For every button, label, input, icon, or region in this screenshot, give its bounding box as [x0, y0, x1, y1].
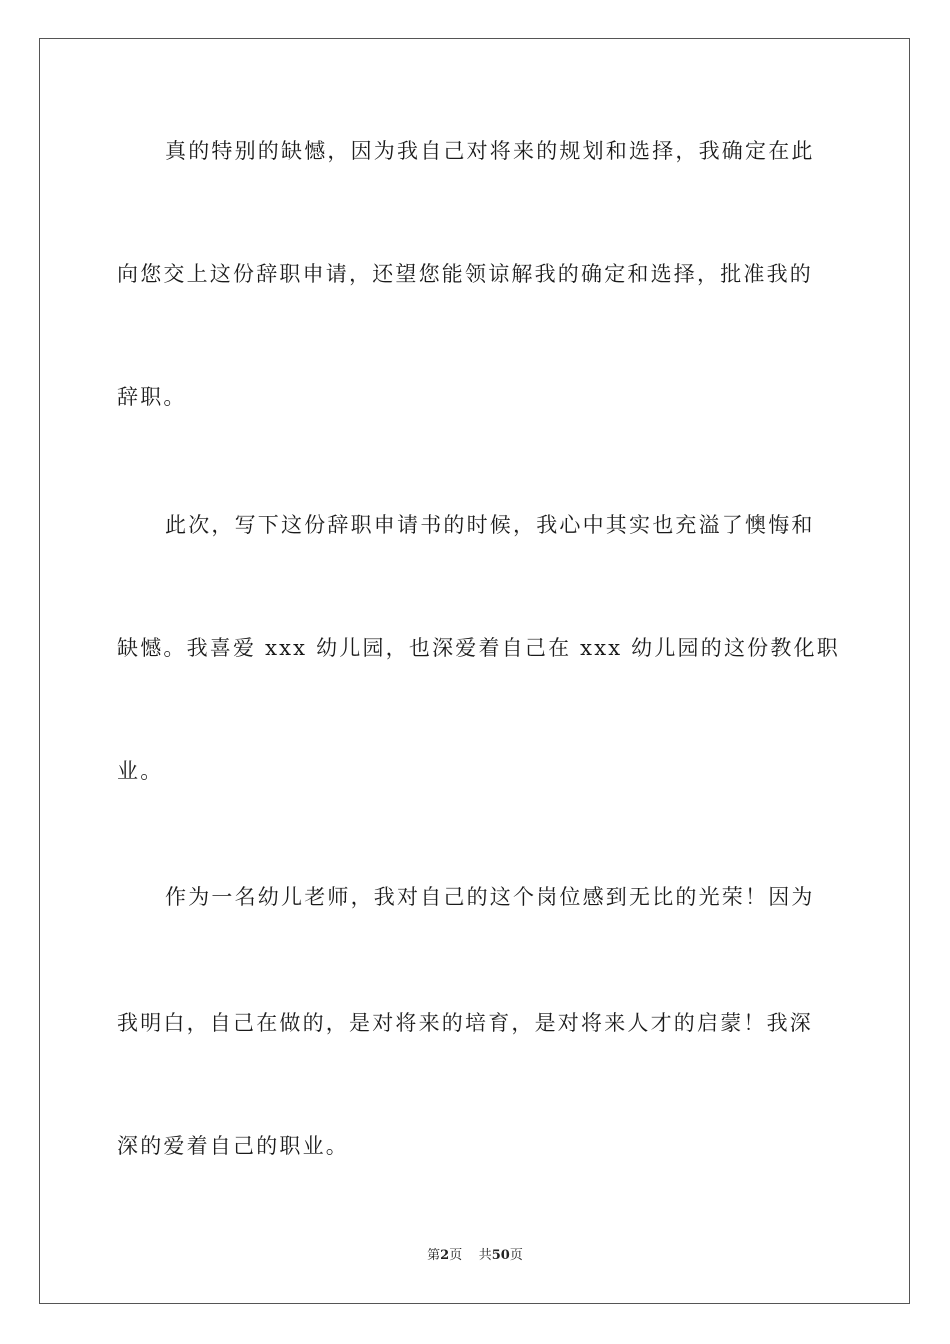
- page-suffix: 页: [449, 1248, 463, 1263]
- paragraph-1-line-2: 向您交上这份辞职申请，还望您能领谅解我的确定和选择，批准我的: [117, 262, 813, 286]
- total-pages: 50: [491, 1248, 510, 1263]
- page-footer: [0, 1247, 950, 1265]
- total-suffix: 页: [509, 1248, 523, 1263]
- page-border: [39, 38, 910, 1304]
- paragraph-3-line-3: 深的爱着自己的职业。: [117, 1134, 349, 1158]
- page-number: 2: [440, 1248, 450, 1263]
- total-prefix: 共: [478, 1248, 492, 1263]
- paragraph-1-line-1: 真的特别的缺憾，因为我自己对将来的规划和选择，我确定在此: [165, 139, 815, 163]
- paragraph-2-line-2: 缺憾。我喜爱 xxx 幼儿园，也深爱着自己在 xxx 幼儿园的这份教化职: [117, 636, 840, 660]
- paragraph-3-line-2: 我明白，自己在做的，是对将来的培育，是对将来人才的启蒙！我深: [117, 1011, 813, 1035]
- page-prefix: 第: [427, 1248, 441, 1263]
- paragraph-1-line-3: 辞职。: [117, 385, 187, 409]
- paragraph-3-line-1: 作为一名幼儿老师，我对自己的这个岗位感到无比的光荣！因为: [165, 885, 815, 909]
- paragraph-2-line-3: 业。: [117, 759, 164, 783]
- paragraph-2-line-1: 此次，写下这份辞职申请书的时候，我心中其实也充溢了懊悔和: [165, 513, 815, 537]
